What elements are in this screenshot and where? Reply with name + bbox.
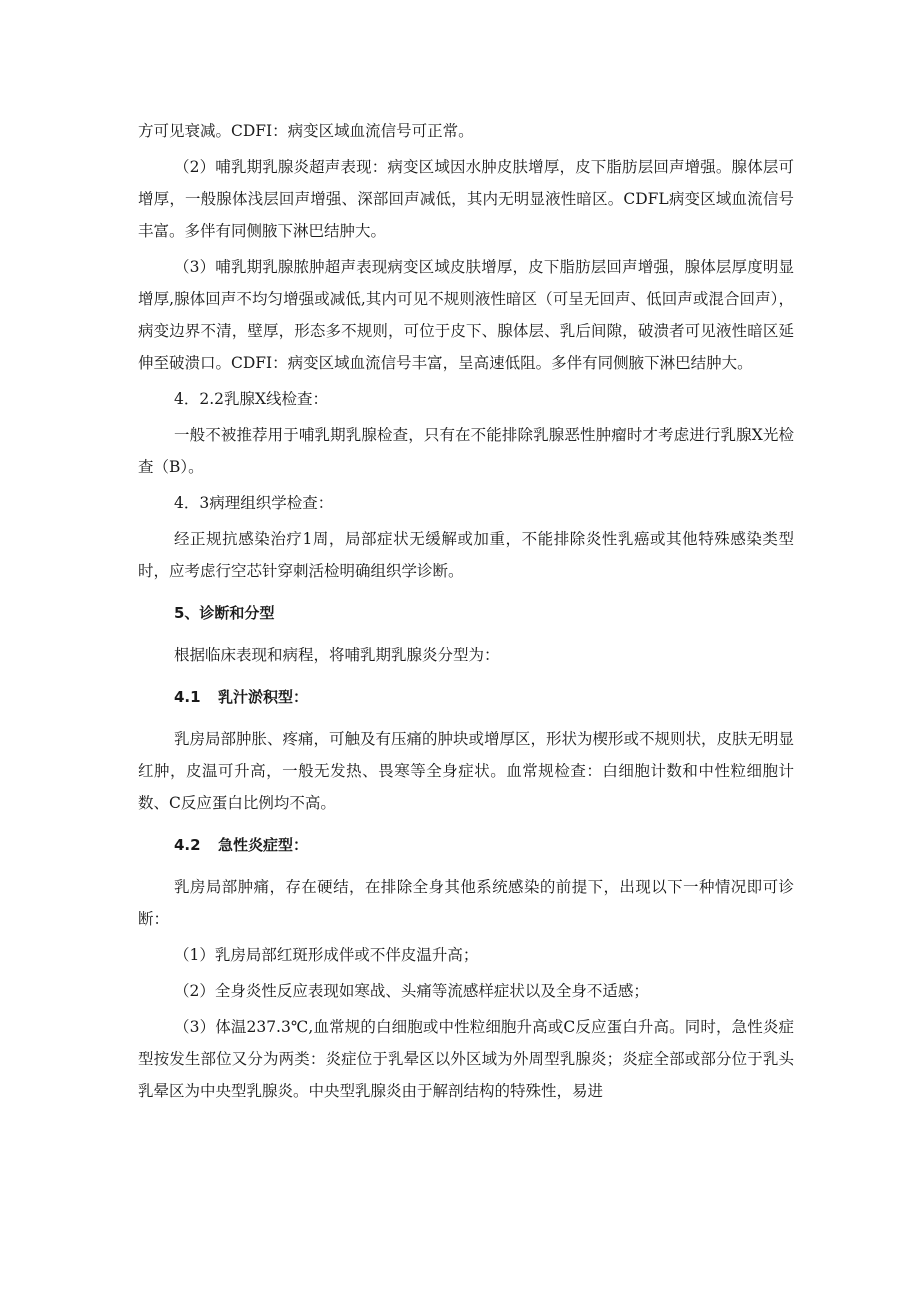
paragraph-acute-inflammation: 乳房局部肿痛，存在硬结，在排除全身其他系统感染的前提下，出现以下一种情况即可诊断： [138,878,794,928]
paragraph-classification-intro: 根据临床表现和病程，将哺乳期乳腺炎分型为： [174,646,500,664]
list-item-systemic-reaction: （2）全身炎性反应表现如寒战、头痛等流感样症状以及全身不适感； [174,982,649,1000]
list-item-erythema: （1）乳房局部红斑形成伴或不伴皮温升高； [174,946,479,964]
paragraph-cdfi-normal: 方可见衰减。CDFI：病变区域血流信号可正常。 [138,122,474,140]
section-heading-acute-inflammation [138,829,794,861]
paragraph-abscess-ultrasound: （3）哺乳期乳腺脓肿超声表现病变区域皮肤增厚，皮下脂肪层回声增强，腺体层厚度明显增厚,腺体回声不均匀增强或减低,其内可见不规则液性暗区（可呈无回声、低回声或混合回声），病变边界不清，壁厚，形态多不规则，可位于皮下、腺体层、乳后间隙，破溃者可见液性暗区延伸至破溃口。CDFI：病变区域血流信号丰富，呈高速低阻。多伴有同侧腋下淋巴结肿大。 [138,258,794,372]
heading-number: 4.2 [174,836,201,854]
subheading-pathology: 4．3病理组织学检查： [174,494,334,512]
heading-text: 急性炎症型： [218,836,309,854]
section-heading-milk-stasis [138,681,794,713]
section-heading-diagnosis: 5、诊断和分型 [174,604,275,622]
paragraph-pathology: 经正规抗感染治疗1周，局部症状无缓解或加重，不能排除炎性乳癌或其他特殊感染类型时，应考虑行空芯针穿刺活检明确组织学诊断。 [138,530,794,580]
heading-text: 乳汁淤积型： [218,688,309,706]
paragraph-mastitis-ultrasound: （2）哺乳期乳腺炎超声表现：病变区域因水肿皮肤增厚，皮下脂肪层回声增强。腺体层可增厚，一般腺体浅层回声增强、深部回声减低，其内无明显液性暗区。CDFL病变区域血流信号丰富。多伴有同侧腋下淋巴结肿大。 [138,158,794,240]
page-content [138,115,794,1107]
subheading-xray: 4．2.2乳腺X线检查： [174,390,329,408]
list-item-temperature: （3）体温237.3℃,血常规的白细胞或中性粒细胞升高或C反应蛋白升高。同时，急性炎症型按发生部位又分为两类：炎症位于乳晕区以外区域为外周型乳腺炎；炎症全部或部分位于乳头乳晕区为中央型乳腺炎。中央型乳腺炎由于解剖结构的特殊性，易进 [138,1018,794,1100]
heading-number: 4.1 [174,688,201,706]
paragraph-xray: 一般不被推荐用于哺乳期乳腺检查，只有在不能排除乳腺恶性肿瘤时才考虑进行乳腺X光检查（B）。 [138,426,794,476]
paragraph-milk-stasis: 乳房局部肿胀、疼痛，可触及有压痛的肿块或增厚区，形状为楔形或不规则状，皮肤无明显红肿，皮温可升高，一般无发热、畏寒等全身症状。血常规检查：白细胞计数和中性粒细胞计数、C反应蛋白比例均不高。 [138,730,795,812]
